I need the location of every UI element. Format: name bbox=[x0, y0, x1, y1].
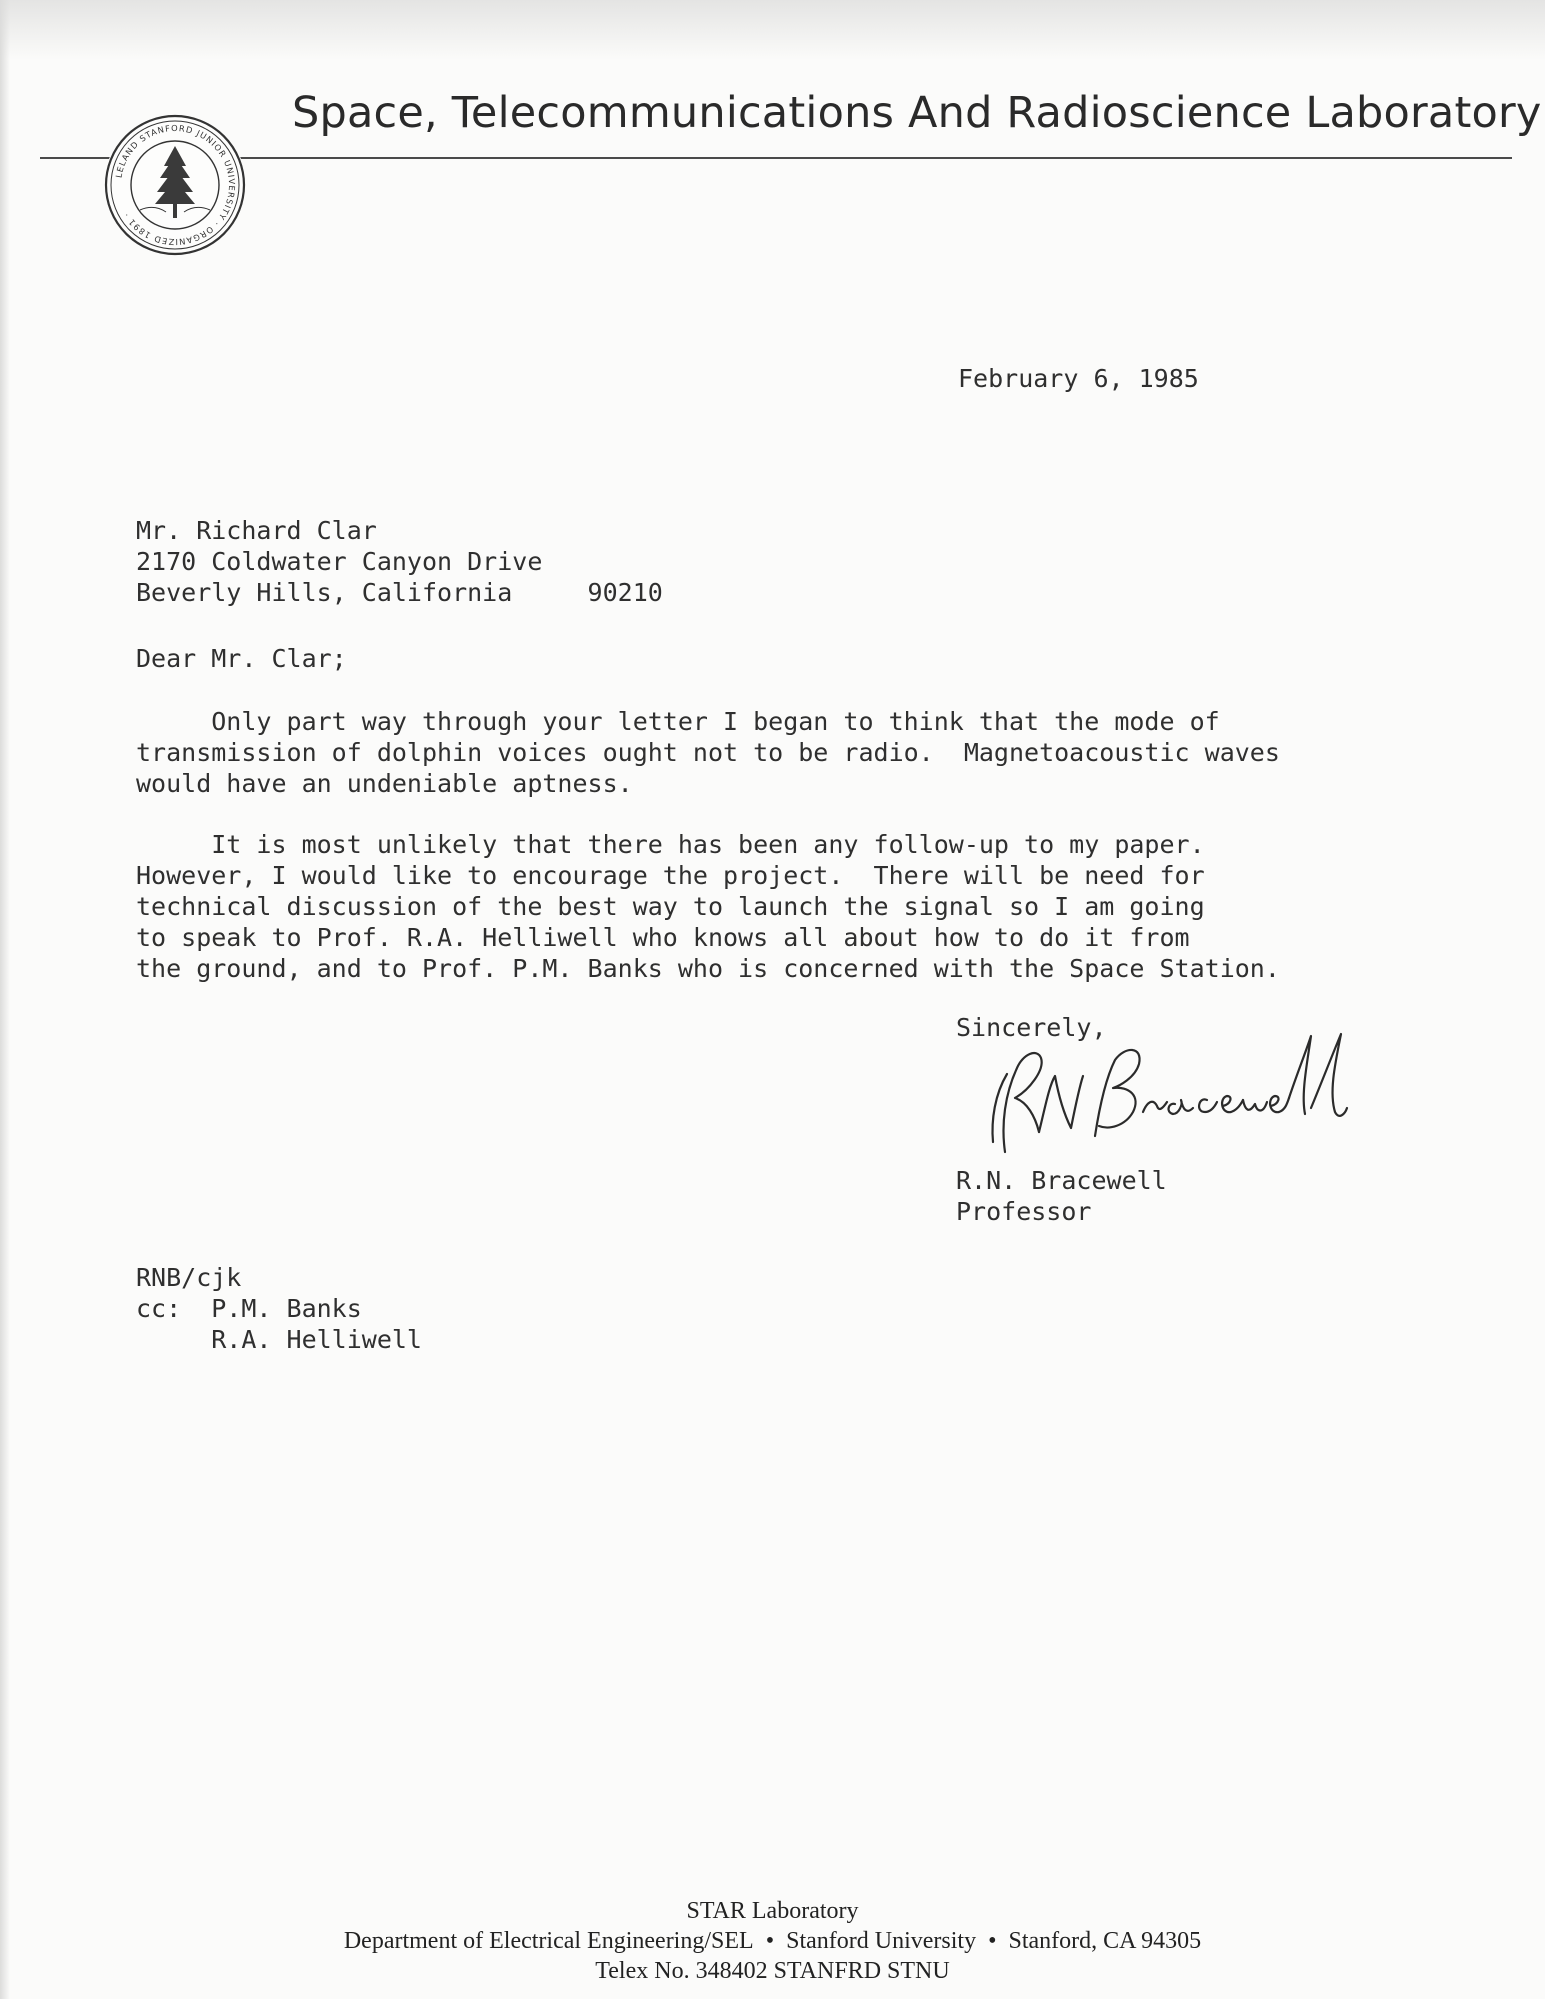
recipient-street: 2170 Coldwater Canyon Drive bbox=[136, 547, 543, 576]
body-line: It is most unlikely that there has been any follow-up to my paper. bbox=[136, 830, 1205, 859]
letterhead-title: Space, Telecommunications And Radioscience Laboratory bbox=[292, 88, 1542, 138]
signer-title: Professor bbox=[956, 1197, 1092, 1226]
university-seal bbox=[104, 114, 246, 256]
body-line: to speak to Prof. R.A. Helliwell who knows all about how to do it from bbox=[136, 923, 1190, 952]
footer-city: Stanford, CA 94305 bbox=[1008, 1928, 1202, 1954]
footer-university: Stanford University bbox=[786, 1928, 977, 1954]
body-line: Only part way through your letter I began to think that the mode of bbox=[136, 707, 1220, 736]
footer-telex: Telex No. 348402 STANFRD STNU bbox=[595, 1958, 950, 1984]
footer-address bbox=[0, 1928, 1545, 1955]
body-line: technical discussion of the best way to launch the signal so I am going bbox=[136, 892, 1205, 921]
body-line: the ground, and to Prof. P.M. Banks who is concerned with the Space Station. bbox=[136, 954, 1280, 983]
recipient-city: Beverly Hills, California 90210 bbox=[136, 578, 663, 607]
salutation: Dear Mr. Clar; bbox=[136, 644, 347, 673]
cc-line: cc: P.M. Banks bbox=[136, 1294, 362, 1323]
bullet-separator: • bbox=[988, 1928, 997, 1954]
bullet-separator: • bbox=[765, 1928, 775, 1954]
footer-department: Department of Electrical Engineering/SEL bbox=[343, 1928, 754, 1954]
cc-line: R.A. Helliwell bbox=[136, 1325, 422, 1354]
letterhead-rule bbox=[40, 157, 1512, 159]
recipient-address bbox=[136, 515, 663, 608]
body-line: However, I would like to encourage the project. There will be need for bbox=[136, 861, 1205, 890]
handwritten-signature bbox=[975, 1024, 1395, 1169]
reference-block bbox=[136, 1262, 422, 1355]
closing: Sincerely, bbox=[956, 1013, 1107, 1042]
footer-lab-name: STAR Laboratory bbox=[686, 1898, 859, 1924]
letter-date: February 6, 1985 bbox=[958, 364, 1199, 393]
svg-text:LELAND STANFORD JUNIOR UNIVERS: LELAND STANFORD JUNIOR UNIVERSITY · ORGANIZED 1891 · bbox=[113, 122, 238, 248]
recipient-name: Mr. Richard Clar bbox=[136, 516, 377, 545]
body-line: would have an undeniable aptness. bbox=[136, 769, 633, 798]
body-paragraph-2 bbox=[136, 829, 1280, 984]
signer-block bbox=[956, 1165, 1167, 1227]
body-paragraph-1 bbox=[136, 706, 1280, 799]
body-line: transmission of dolphin voices ought not to be radio. Magnetoacoustic waves bbox=[136, 738, 1280, 767]
typist-initials: RNB/cjk bbox=[136, 1263, 242, 1292]
signer-name: R.N. Bracewell bbox=[956, 1166, 1167, 1195]
